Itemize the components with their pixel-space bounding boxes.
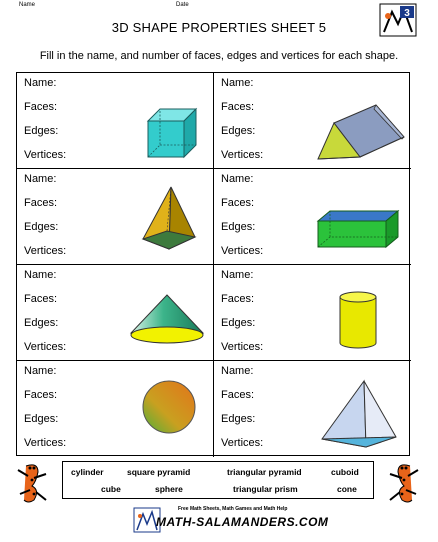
word-bank-word: triangular pyramid <box>227 467 302 477</box>
sphere-shape <box>141 375 199 441</box>
footer-site-name: MATH-SALAMANDERS.COM <box>156 515 329 529</box>
word-bank <box>62 461 374 499</box>
edges-field-label: Edges: <box>221 413 256 425</box>
edges-field-label: Edges: <box>24 221 59 233</box>
vertices-field-label: Vertices: <box>221 341 264 353</box>
word-bank-word: cone <box>337 484 357 494</box>
vertices-field-label: Vertices: <box>24 437 67 449</box>
name-field-label: Name: <box>221 365 254 377</box>
faces-field-label: Faces: <box>24 389 58 401</box>
triangular-pyramid-shape <box>318 377 400 451</box>
salamander-right-image <box>382 460 422 506</box>
name-field-label: Name: <box>221 269 254 281</box>
page-title: 3D SHAPE PROPERTIES SHEET 5 <box>111 20 327 35</box>
shape-grid <box>16 72 410 456</box>
cylinder-shape <box>336 289 380 351</box>
name-field-label: Name: <box>221 173 254 185</box>
edges-field-label: Edges: <box>221 317 256 329</box>
vertices-field-label: Vertices: <box>24 341 67 353</box>
shape-cell-triangular-pyramid <box>214 361 411 457</box>
edges-field-label: Edges: <box>221 221 256 233</box>
shape-cell-cube <box>17 73 214 169</box>
name-field-label: Name: <box>24 269 57 281</box>
name-field-label: Name: <box>24 365 57 377</box>
cuboid-shape <box>314 207 402 253</box>
triangular-prism-shape <box>314 101 406 165</box>
name-field-label: Name: <box>24 77 57 89</box>
instructions: Fill in the name, and number of faces, edges and vertices for each shape. <box>39 50 399 62</box>
edges-field-label: Edges: <box>24 317 59 329</box>
shape-cell-triangular-prism <box>214 73 411 169</box>
salamander-left-image <box>14 460 54 506</box>
faces-field-label: Faces: <box>221 293 255 305</box>
cube-shape <box>142 105 202 161</box>
faces-field-label: Faces: <box>24 101 58 113</box>
date-label: Date <box>176 2 189 8</box>
edges-field-label: Edges: <box>24 125 59 137</box>
edges-field-label: Edges: <box>24 413 59 425</box>
square-pyramid-shape <box>137 183 199 253</box>
faces-field-label: Faces: <box>24 197 58 209</box>
shape-cell-sphere <box>17 361 214 457</box>
cone-shape <box>127 291 207 349</box>
word-bank-word: cuboid <box>331 467 359 477</box>
word-bank-word: sphere <box>155 484 183 494</box>
footer-tagline: Free Math Sheets, Math Games and Math Help <box>178 506 288 512</box>
logo-badge-number: 3 <box>404 8 410 19</box>
vertices-field-label: Vertices: <box>221 245 264 257</box>
vertices-field-label: Vertices: <box>24 149 67 161</box>
word-bank-word: triangular prism <box>233 484 298 494</box>
shape-cell-square-pyramid <box>17 169 214 265</box>
faces-field-label: Faces: <box>221 197 255 209</box>
vertices-field-label: Vertices: <box>221 149 264 161</box>
name-field-label: Name: <box>24 173 57 185</box>
shape-cell-cuboid <box>214 169 411 265</box>
faces-field-label: Faces: <box>221 389 255 401</box>
shape-cell-cone <box>17 265 214 361</box>
edges-field-label: Edges: <box>221 125 256 137</box>
faces-field-label: Faces: <box>221 101 255 113</box>
word-bank-word: square pyramid <box>127 467 191 477</box>
word-bank-word: cube <box>101 484 121 494</box>
word-bank-word: cylinder <box>71 467 104 477</box>
name-label: Name <box>19 2 36 8</box>
faces-field-label: Faces: <box>24 293 58 305</box>
name-field-label: Name: <box>221 77 254 89</box>
shape-cell-cylinder <box>214 265 411 361</box>
vertices-field-label: Vertices: <box>24 245 67 257</box>
vertices-field-label: Vertices: <box>221 437 264 449</box>
